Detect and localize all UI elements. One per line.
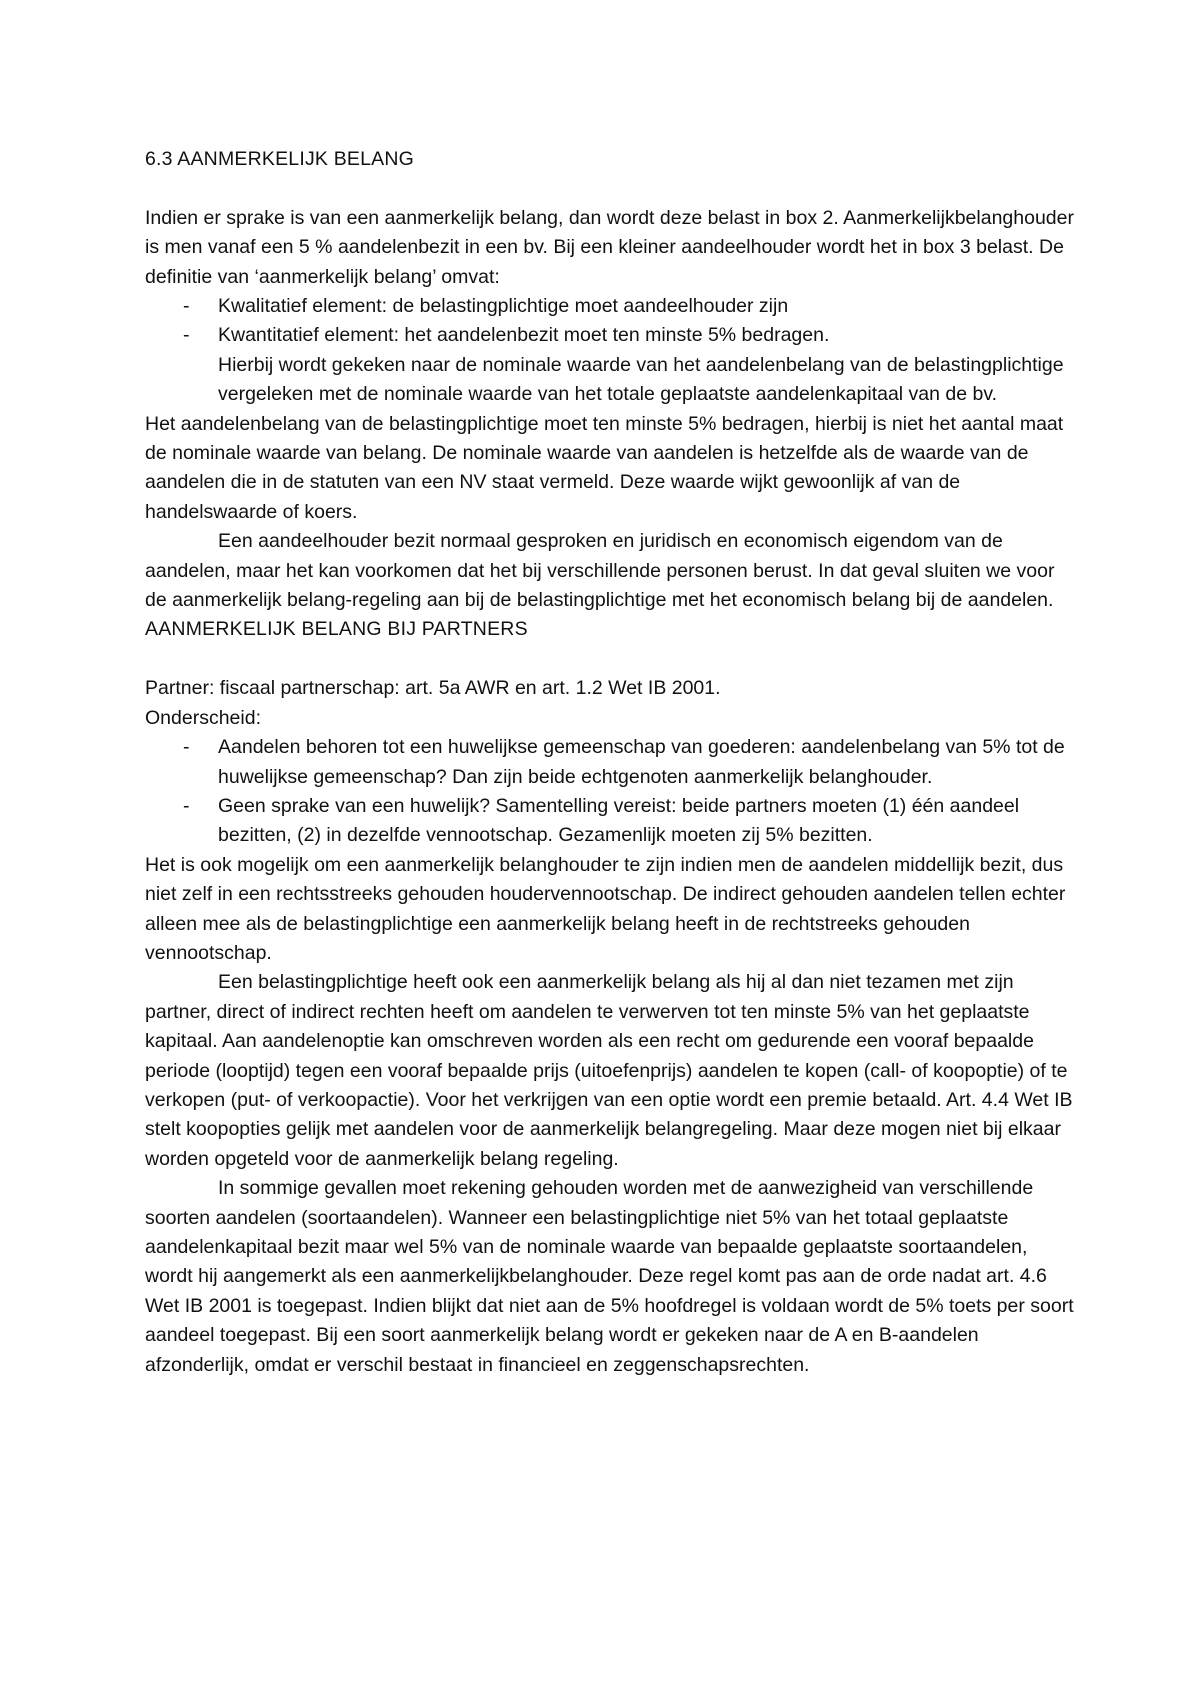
- intro-paragraph: Indien er sprake is van een aanmerkelijk belang, dan wordt deze belast in box 2. Aanmerkelijkbelanghouder is men vanaf een 5 % aandelenbezit in een bv. Bij een kleiner aandeelhouder wordt het in box 3 belast. De definitie van ‘aanmerkelijk belang’ omvat:: [145, 206, 1074, 288]
- dash-bullet: -: [183, 736, 190, 759]
- dash-bullet: -: [183, 794, 190, 817]
- list-item: [145, 733, 1075, 792]
- definition-continuation: Hierbij wordt gekeken naar de nominale waarde van het aandelenbelang van de belastingplichtige vergeleken met de nominale waarde van het totale geplaatste aandelenkapitaal van de bv.: [218, 353, 1064, 406]
- dash-bullet: -: [183, 295, 190, 318]
- list-item-text: Aandelen behoren tot een huwelijkse gemeenschap van goederen: aandelenbelang van 5% tot de huwelijkse gemeenschap? Dan zijn beide echtgenoten aanmerkelijk belanghouder.: [218, 736, 1065, 788]
- dash-bullet: -: [183, 324, 190, 347]
- list-item: [145, 292, 1075, 321]
- list-item-text: Kwalitatief element: de belastingplichtige moet aandeelhouder zijn: [218, 295, 789, 318]
- list-item-text: Geen sprake van een huwelijk? Samentelling vereist: beide partners moeten (1) één aandeel bezitten, (2) in dezelfde vennootschap. Gezamenlijk moeten zij 5% bezitten.: [218, 794, 1020, 847]
- onderscheid-label: Onderscheid:: [145, 706, 261, 729]
- list-item-text: Kwantitatief element: het aandelenbezit moet ten minste 5% bedragen.: [218, 324, 830, 347]
- indirect-holding-paragraph: Het is ook mogelijk om een aanmerkelijk belanghouder te zijn indien men de aandelen middellijk bezit, dus niet zelf in een rechtsstreeks gehouden houdervennootschap. De indirect gehouden aandelen tellen echter alleen mee als de belastingplichtige een aanmerkelijk belang heeft in de rechtstreeks gehouden vennootschap.: [145, 853, 1066, 964]
- partner-definition: Partner: fiscaal partnerschap: art. 5a AWR en art. 1.2 Wet IB 2001.: [145, 677, 721, 700]
- share-interest-paragraph: Het aandelenbelang van de belastingplichtige moet ten minste 5% bedragen, hierbij is niet het aantal maat de nominale waarde van belang. De nominale waarde van aandelen is hetzelfde als de waarde van de aandelen die in de statuten van een NV staat vermeld. Deze waarde wijkt gewoonlijk af van de handelswaarde of koers.: [145, 412, 1064, 523]
- ownership-paragraph: Een aandeelhouder bezit normaal gesproken en juridisch en economisch eigendom van de aandelen, maar het kan voorkomen dat het bij verschillende personen berust. In dat geval sluiten we voor de aanmerkelijk belang-regeling aan bij de belastingplichtige met het economisch belang bij de aandelen.: [145, 530, 1055, 612]
- partner-list: [145, 733, 1075, 851]
- section-heading: 6.3 AANMERKELIJK BELANG: [145, 148, 415, 170]
- list-item: [145, 321, 1075, 350]
- list-item: [145, 792, 1075, 851]
- document-page: [145, 145, 1075, 1380]
- share-types-paragraph: In sommige gevallen moet rekening gehouden worden met de aanwezigheid van verschillende soorten aandelen (soortaandelen). Wanneer een belastingplichtige niet 5% van het totaal geplaatste aandelenkapitaal bezit maar wel 5% van de nominale waarde van bepaalde geplaatste soortaandelen, wordt hij aangemerkt als een aanmerkelijkbelanghouder. Deze regel komt pas aan de orde nadat art. 4.6 Wet IB 2001 is toegepast. Indien blijkt dat niet aan de 5% hoofdregel is voldaan wordt de 5% toets per soort aandeel toegepast. Bij een soort aanmerkelijk belang wordt er gekeken naar de A en B-aandelen afzonderlijk, omdat er verschil bestaat in financieel en zeggenschapsrechten.: [145, 1177, 1074, 1376]
- definition-list: [145, 292, 1075, 351]
- partners-heading: AANMERKELIJK BELANG BIJ PARTNERS: [145, 618, 528, 641]
- options-paragraph: Een belastingplichtige heeft ook een aanmerkelijk belang als hij al dan niet tezamen met zijn partner, direct of indirect rechten heeft om aandelen te verwerven tot ten minste 5% van het geplaatste kapitaal. Aan aandelenoptie kan omschreven worden als een recht om gedurende een vooraf bepaalde periode (looptijd) tegen een vooraf bepaalde prijs (uitoefenprijs) aandelen te kopen (call- of koopoptie) of te verkopen (put- of verkoopactie). Voor het verkrijgen van een optie wordt een premie betaald. Art. 4.4 Wet IB stelt koopopties gelijk met aandelen voor de aanmerkelijk belangregeling. Maar deze mogen niet bij elkaar worden opgeteld voor de aanmerkelijk belang regeling.: [145, 971, 1073, 1170]
